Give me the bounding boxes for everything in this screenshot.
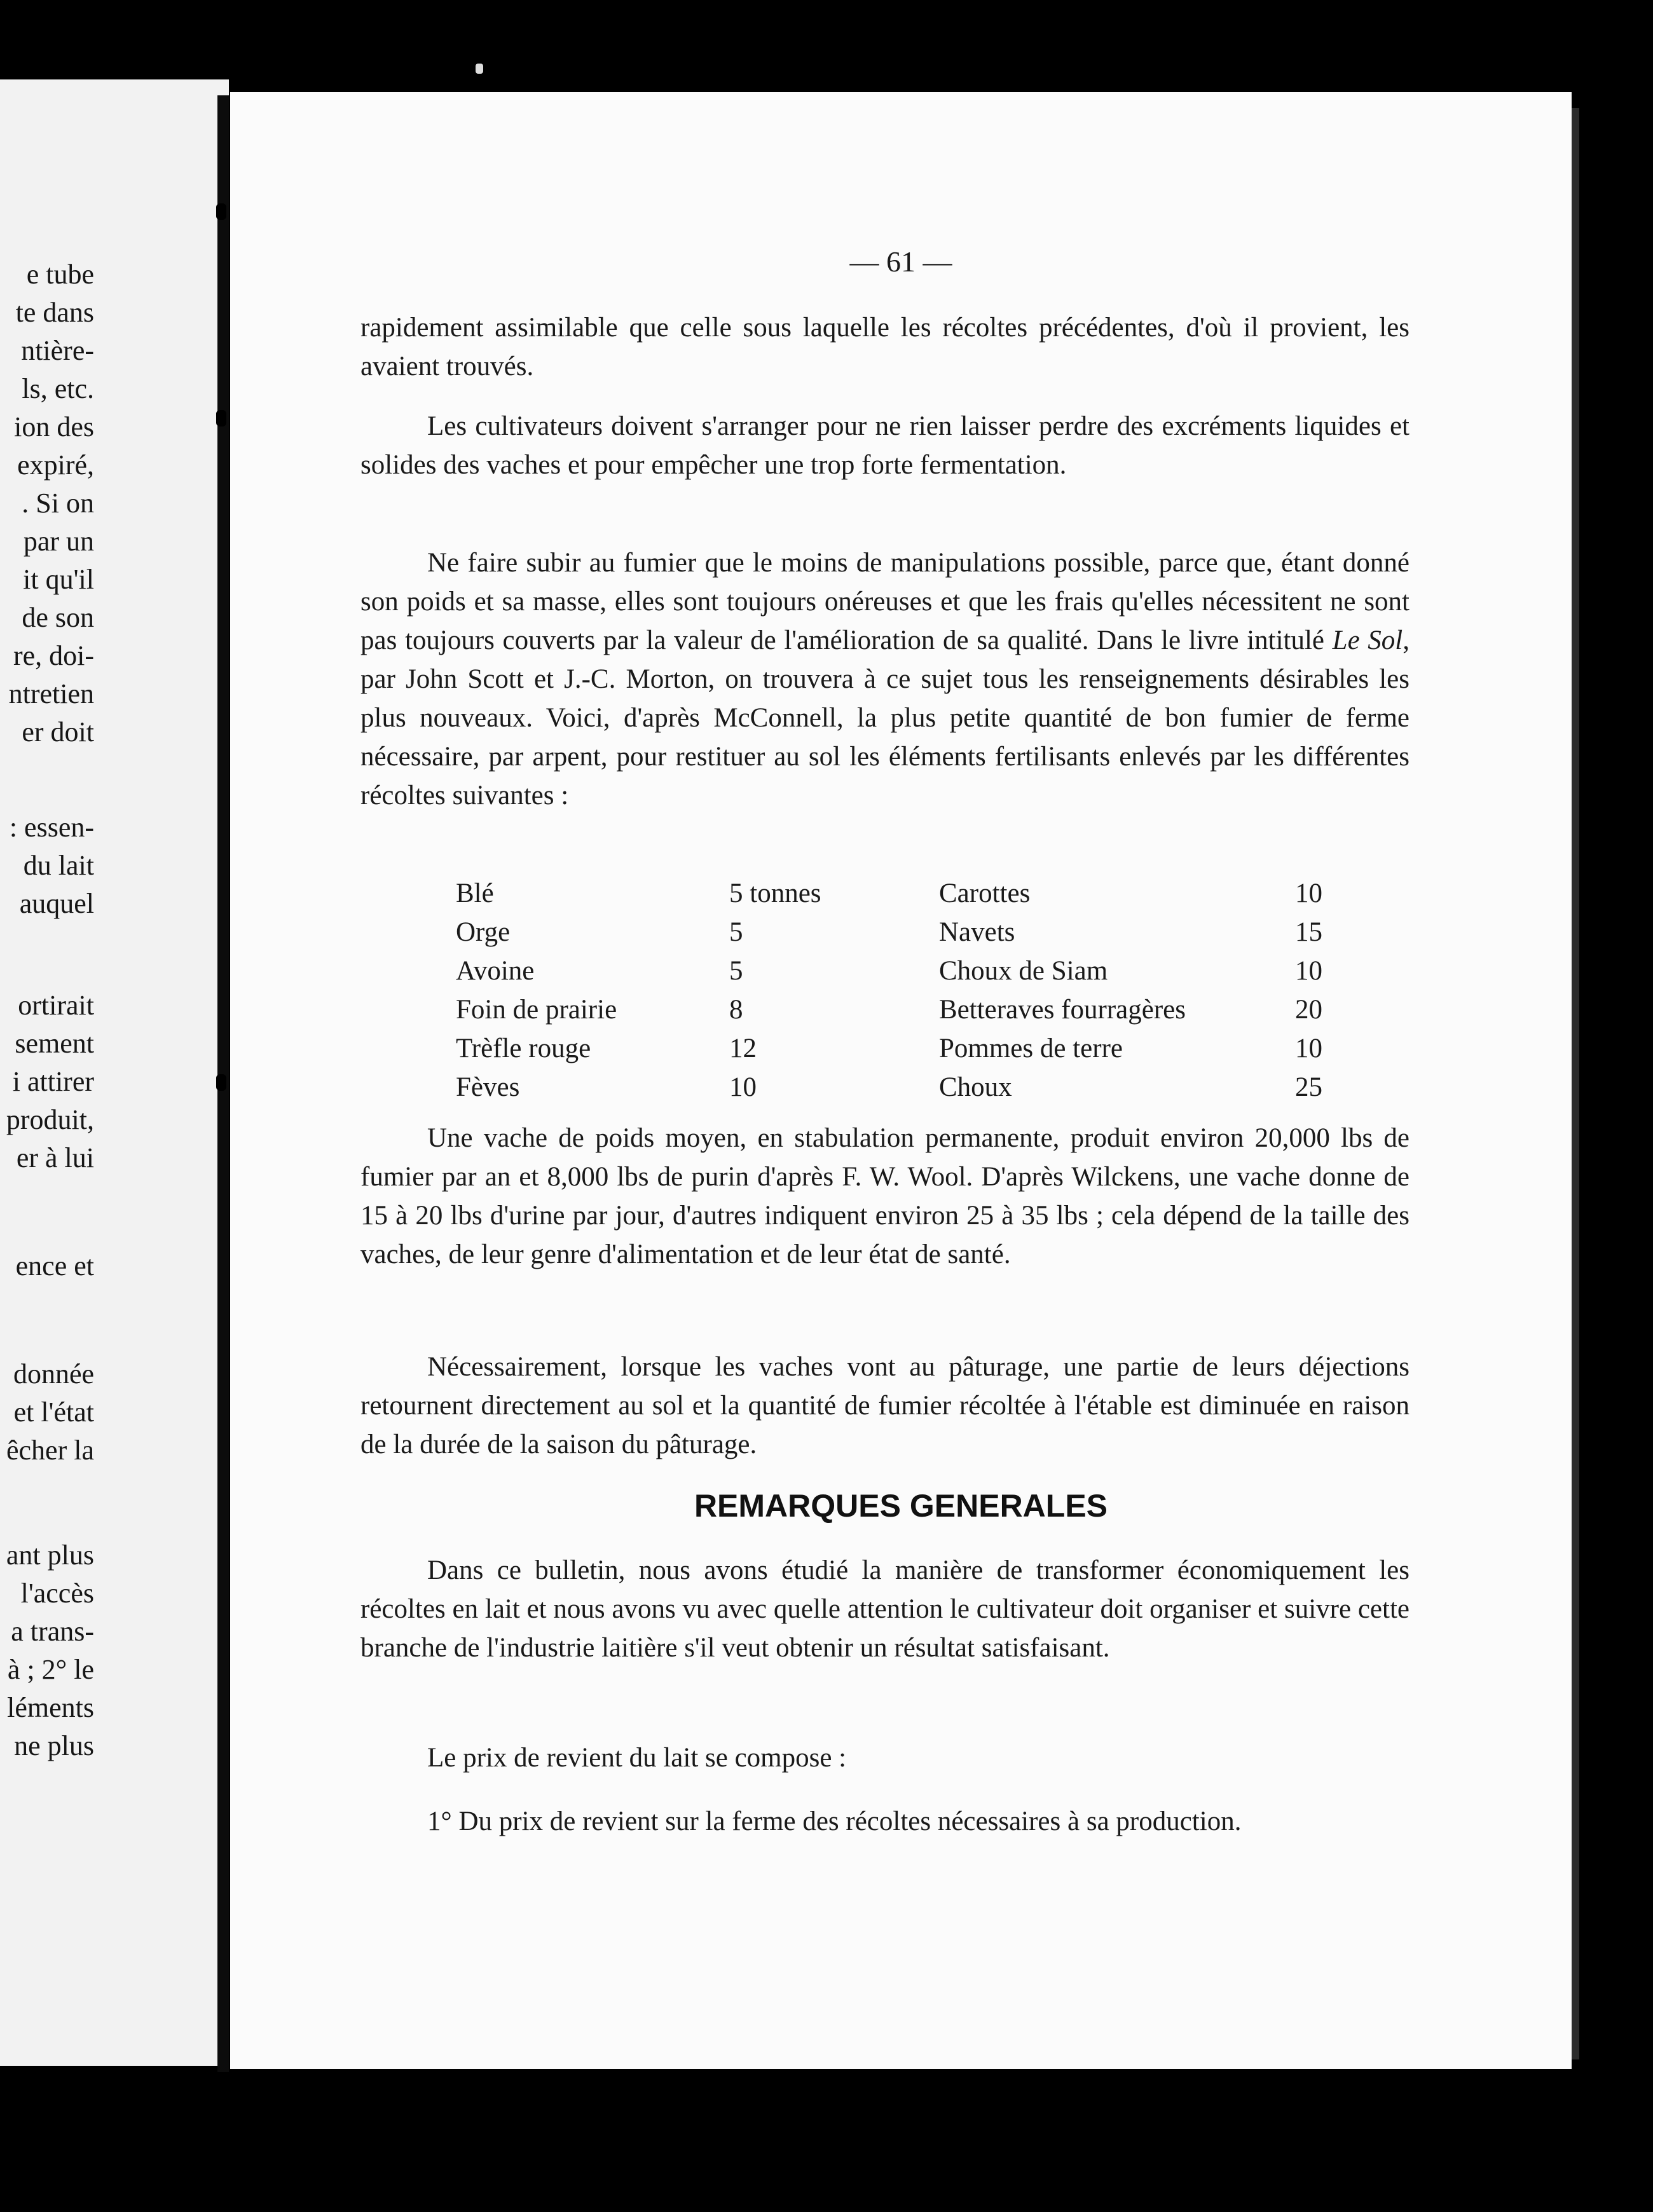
manure-tons-cell: 12 bbox=[729, 1034, 757, 1063]
left-page-text-fragment: ant plus bbox=[6, 1540, 94, 1571]
left-page-text-fragment: du lait bbox=[23, 850, 94, 881]
scan-speck bbox=[476, 64, 483, 74]
table-row bbox=[456, 1029, 1359, 1068]
paragraph-6 bbox=[360, 1551, 1410, 1667]
crop-name-cell: Betteraves fourragères bbox=[939, 995, 1186, 1025]
manure-tons-cell: 10 bbox=[1295, 878, 1322, 908]
paragraph-8 bbox=[360, 1802, 1410, 1841]
left-page-text-fragment: ne plus bbox=[14, 1730, 94, 1761]
paragraph-5-text: Nécessairement, lorsque les vaches vont au pâturage, une partie de leurs déjections retournent directement au sol et la quantité de fumier récoltée à l'étable est diminuée en raison de la durée de la saison du pâturage. bbox=[360, 1352, 1410, 1459]
left-page-text-fragment: it qu'il bbox=[23, 564, 94, 595]
table-row bbox=[456, 952, 1359, 990]
left-page-text-fragment: produit, bbox=[6, 1104, 94, 1135]
manure-tons-cell: 10 bbox=[1295, 1034, 1322, 1063]
section-heading: REMARQUES GENERALES bbox=[694, 1488, 1108, 1524]
crop-name-cell: Pommes de terre bbox=[939, 1034, 1123, 1063]
page-edge-shadow bbox=[1572, 108, 1579, 2059]
crop-name-cell: Carottes bbox=[939, 878, 1031, 908]
left-page-text-fragment: a trans- bbox=[11, 1616, 94, 1647]
left-page-text-fragment: êcher la bbox=[6, 1435, 94, 1466]
left-page-text-fragment: : essen- bbox=[9, 812, 94, 843]
paragraph-3-text bbox=[360, 543, 1410, 815]
manure-tons-cell: 5 tonnes bbox=[729, 878, 821, 908]
manure-requirements-table bbox=[456, 874, 1359, 1107]
left-page-text-fragment: ence et bbox=[15, 1250, 94, 1281]
left-page-text-fragment: de son bbox=[22, 602, 94, 633]
book-title: Le Sol bbox=[1332, 625, 1403, 655]
left-page-text-fragment: ntière- bbox=[21, 335, 94, 366]
manure-tons-cell: 5 bbox=[729, 917, 743, 947]
manure-tons-cell: 20 bbox=[1295, 995, 1322, 1025]
left-page-text-fragment: auquel bbox=[19, 888, 94, 919]
previous-page-fragment bbox=[0, 79, 229, 2066]
paragraph-6-text: Dans ce bulletin, nous avons étudié la manière de transformer économiquement les récoltes en lait et nous avons vu avec quelle attention le cultivateur doit organiser et suivre cette branche de l'industrie laitière s'il veut obtenir un résultat satisfaisant. bbox=[360, 1555, 1410, 1663]
table-row bbox=[456, 990, 1359, 1029]
left-page-text-fragment: à ; 2° le bbox=[7, 1654, 94, 1685]
left-page-text-fragment: l'accès bbox=[20, 1578, 94, 1609]
crop-name-cell: Trèfle rouge bbox=[456, 1034, 591, 1063]
left-page-text-fragment: ion des bbox=[14, 411, 94, 442]
left-page-text-fragment: te dans bbox=[15, 297, 94, 328]
manure-tons-cell: 5 bbox=[729, 956, 743, 986]
paragraph-2-text: Les cultivateurs doivent s'arranger pour ne rien laisser perdre des excréments liquides et solides des vaches et pour empêcher une trop forte fermentation. bbox=[360, 411, 1410, 480]
paragraph-5 bbox=[360, 1348, 1410, 1464]
left-page-text-fragment: ntretien bbox=[8, 678, 94, 709]
paragraph-1-text: rapidement assimilable que celle sous laquelle les récoltes précédentes, d'où il provient, les avaient trouvés. bbox=[360, 313, 1410, 381]
left-page-text-fragment: ortirait bbox=[18, 990, 94, 1021]
paragraph-3-part-2: , par John Scott et J.-C. Morton, on trouvera à ce sujet tous les renseignements désirables les plus nouveaux. Voici, d'après McConnell, la plus petite quantité de bon fumier de ferme nécessaire, par arpent, pour restituer au sol les éléments fertilisants enlevés par les différentes récoltes suivantes : bbox=[360, 625, 1410, 810]
crop-name-cell: Blé bbox=[456, 878, 494, 908]
manure-tons-cell: 15 bbox=[1295, 917, 1322, 947]
left-page-text-fragment: léments bbox=[7, 1692, 94, 1723]
page-number: — 61 — bbox=[849, 245, 952, 278]
left-page-text-fragment: par un bbox=[23, 526, 94, 557]
left-page-text-fragment: re, doi- bbox=[13, 640, 94, 671]
table-row bbox=[456, 913, 1359, 952]
paragraph-7-text: Le prix de revient du lait se compose : bbox=[427, 1743, 847, 1773]
spine-mark bbox=[216, 410, 226, 427]
paragraph-3-part-1: Ne faire subir au fumier que le moins de manipulations possible, parce que, étant donné son poids et sa masse, elles sont toujours onéreuses et que les frais qu'elles nécessitent ne sont pas toujours couverts par la valeur de l'amélioration de sa qualité. Dans le livre intitulé bbox=[360, 548, 1410, 655]
crop-name-cell: Fèves bbox=[456, 1072, 520, 1102]
left-page-text-fragment: e tube bbox=[26, 259, 94, 290]
crop-name-cell: Navets bbox=[939, 917, 1015, 947]
paragraph-4 bbox=[360, 1119, 1410, 1274]
table-row bbox=[456, 1068, 1359, 1107]
left-page-text-fragment: er à lui bbox=[16, 1142, 94, 1173]
paragraph-2 bbox=[360, 407, 1410, 484]
paragraph-3 bbox=[360, 543, 1410, 815]
left-page-text-fragment: ls, etc. bbox=[22, 373, 94, 404]
left-page-text-fragment: expiré, bbox=[17, 449, 94, 481]
left-page-text-fragment: donnée bbox=[13, 1358, 94, 1389]
manure-tons-cell: 8 bbox=[729, 995, 743, 1025]
paragraph-7 bbox=[360, 1738, 1410, 1777]
crop-name-cell: Orge bbox=[456, 917, 511, 947]
left-page-text-fragment: sement bbox=[15, 1028, 94, 1059]
crop-name-cell: Choux de Siam bbox=[939, 956, 1108, 986]
manure-tons-cell: 10 bbox=[1295, 956, 1322, 986]
paragraph-8-text: 1° Du prix de revient sur la ferme des récoltes nécessaires à sa production. bbox=[427, 1806, 1242, 1836]
manure-tons-cell: 25 bbox=[1295, 1072, 1322, 1102]
crop-name-cell: Choux bbox=[939, 1072, 1012, 1102]
table-row bbox=[456, 874, 1359, 913]
left-page-text-fragment: i attirer bbox=[12, 1066, 94, 1097]
document-page bbox=[230, 92, 1572, 2069]
left-page-text-fragment: . Si on bbox=[22, 488, 94, 519]
left-page-text-fragment: et l'état bbox=[13, 1396, 94, 1428]
paragraph-1 bbox=[360, 308, 1410, 386]
crop-name-cell: Foin de prairie bbox=[456, 995, 617, 1025]
paragraph-4-text: Une vache de poids moyen, en stabulation permanente, produit environ 20,000 lbs de fumier par an et 8,000 lbs de purin d'après F. W. Wool. D'après Wilckens, une vache donne de 15 à 20 lbs d'urine par jour, d'autres indiquent environ 25 à 35 lbs ; cela dépend de la taille des vaches, de leur genre d'alimentation et de leur état de santé. bbox=[360, 1123, 1410, 1269]
crop-name-cell: Avoine bbox=[456, 956, 535, 986]
spine-mark bbox=[216, 1074, 226, 1091]
manure-tons-cell: 10 bbox=[729, 1072, 757, 1102]
spine-mark bbox=[216, 203, 226, 220]
left-page-text-fragment: er doit bbox=[22, 716, 94, 748]
